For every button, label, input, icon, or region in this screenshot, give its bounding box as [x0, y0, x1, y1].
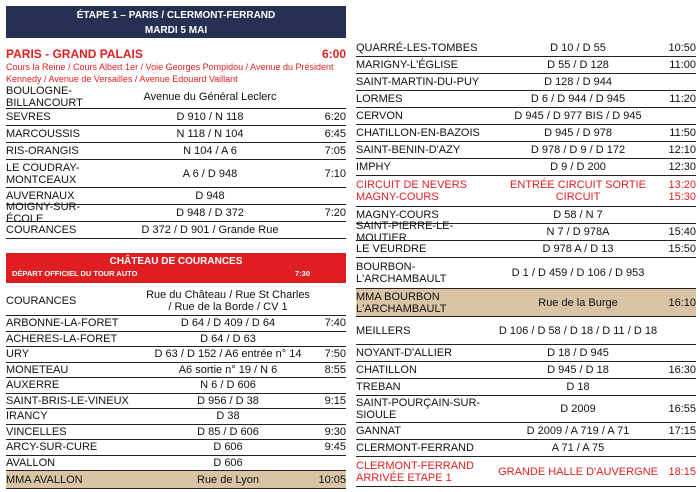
table-row: [6, 347, 346, 363]
road-name: D 58 / N 7: [553, 209, 603, 221]
time-value: 10:05: [318, 473, 346, 486]
table-row: [356, 457, 696, 487]
paris-route: Cours la Reine / Cours Albert 1er / Voie Georges Pompidou / Avenue du Président Kennedy / Avenue de Versailles / Avenue Edouard Vaillant: [6, 62, 334, 84]
table-row: [356, 108, 696, 125]
place-name: COURANCES: [6, 224, 77, 236]
paris-title: PARIS - GRAND PALAIS: [6, 47, 143, 61]
place-name: CLERMONT-FERRAND: [356, 442, 474, 454]
table-row: [356, 379, 696, 396]
road-name: A6 sortie n° 19 / N 6: [178, 363, 278, 376]
place-name: BOULOGNE-BILLANCOURT: [6, 85, 83, 109]
place-name: MMA AVALLON: [6, 473, 83, 486]
place-name: CERVON: [356, 110, 403, 122]
paris-time: 6:00: [321, 47, 346, 61]
time-value: 7:05: [324, 145, 346, 157]
place-name: AVALLON: [6, 456, 56, 469]
place-name: GANNAT: [356, 425, 402, 437]
road-name: A 71 / A 75: [551, 442, 605, 454]
time-value: 6:20: [324, 111, 346, 123]
place-name: RIS-ORANGIS: [6, 145, 79, 157]
courances-subtitle: DÉPART OFFICIEL DU TOUR AUTO: [12, 269, 138, 278]
table-row: [6, 378, 346, 394]
table-row: [6, 456, 346, 472]
road-name: Avenue du Général Leclerc: [143, 91, 277, 103]
road-name: N 7 / D 978A: [546, 226, 610, 238]
left-column: [0, 0, 350, 489]
table-row: [6, 316, 346, 332]
table-row: [356, 396, 696, 423]
table-row: [6, 394, 346, 410]
table-row: [6, 425, 346, 441]
table-row: [6, 109, 346, 126]
road-name: D 85 / D 606: [197, 425, 259, 438]
road-name: D 372 / D 901 / Grande Rue: [141, 224, 279, 236]
place-name: URY: [6, 348, 30, 361]
road-name: D 38: [216, 410, 240, 423]
table-row: [356, 423, 696, 440]
place-name: CLERMONT-FERRAND ARRIVÉE ETAPE 1: [356, 459, 474, 484]
place-name: MAGNY-COURS: [356, 209, 439, 221]
time-value: 6:45: [324, 128, 346, 140]
place-name: CHATILLON-EN-BAZOIS: [356, 127, 480, 139]
place-name: SEVRES: [6, 111, 51, 123]
road-name: D 2009: [560, 403, 596, 415]
place-name: VINCELLES: [6, 425, 67, 438]
table-row: [6, 363, 346, 379]
road-name: A 6 / D 948: [182, 167, 238, 180]
table-row: [6, 126, 346, 143]
place-name: ARCY-SUR-CURE: [6, 441, 98, 454]
road-name: D 956 / D 38: [197, 394, 259, 407]
road-name: D 945 / D 978: [544, 127, 612, 139]
place-name: IRANCY: [6, 410, 48, 423]
road-name: N 104 / A 6: [183, 145, 237, 157]
road-name: D 910 / N 118: [176, 111, 244, 123]
time-value: 7:40: [324, 317, 346, 330]
place-name: LORMES: [356, 93, 403, 105]
place-name: AUXERRE: [6, 379, 60, 392]
place-name: MARIGNY-L'ÉGLISE: [356, 59, 458, 71]
road-name: D 2009 / A 719 / A 71: [526, 425, 630, 437]
road-name: D 948: [195, 190, 225, 202]
table-row: [6, 222, 346, 239]
paris-start: [6, 48, 346, 85]
courances-banner: [6, 253, 346, 283]
time-value: 12:30: [668, 161, 696, 173]
place-name: LE VEURDRE: [356, 243, 427, 255]
place-name: NOYANT-D'ALLIER: [356, 347, 453, 359]
road-name: D 63 / D 152 / A6 entrée n° 14: [154, 348, 302, 361]
table-row: [356, 289, 696, 317]
road-name: D 18: [566, 381, 590, 393]
table-row: [6, 409, 346, 425]
road-name: D 606: [213, 456, 243, 469]
time-value: 7:20: [324, 207, 346, 219]
road-name: Rue du Château / Rue St Charles / Rue de la Borde / CV 1: [146, 289, 310, 313]
table-row: [356, 40, 696, 57]
road-name: N 118 / N 104: [176, 128, 244, 140]
table-row: [356, 125, 696, 142]
road-name: D 10 / D 55: [550, 42, 606, 54]
table-row: [6, 471, 346, 489]
time-value: 7:10: [324, 167, 346, 180]
time-value: 12:10: [668, 144, 696, 156]
road-name: N 6 / D 606: [200, 379, 256, 392]
road-name: D 106 / D 58 / D 18 / D 11 / D 18: [498, 324, 658, 337]
place-name: TREBAN: [356, 381, 401, 393]
place-name: SAINT-POURÇAIN-SUR-SIOULE: [356, 397, 481, 421]
place-name: SAINT-PIERRE-LE-MOUTIER: [356, 220, 454, 244]
time-value: 15:40: [668, 226, 696, 238]
table-row: [356, 176, 696, 207]
route-table-3: [356, 40, 696, 487]
place-name: ACHERES-LA-FORET: [6, 332, 118, 345]
road-name: Rue de Lyon: [197, 473, 259, 486]
place-name: MMA BOURBON L'ARCHAMBAULT: [356, 290, 447, 315]
road-name: D 606: [213, 441, 243, 454]
time-value: 7:50: [324, 348, 346, 361]
table-row: [6, 143, 346, 160]
time-value: 9:45: [324, 441, 346, 454]
right-column: [352, 0, 700, 487]
time-value: 11:20: [669, 93, 696, 105]
road-name: GRANDE HALLE D'AUVERGNE: [498, 465, 658, 478]
place-name: CIRCUIT DE NEVERS MAGNY-COURS: [356, 179, 468, 203]
road-name: D 978 A / D 13: [542, 243, 614, 255]
time-value: 18:15: [668, 465, 696, 478]
time-value: 15:50: [668, 243, 696, 255]
table-row: [356, 317, 696, 345]
road-name: D 945 / D 977 BIS / D 945: [514, 110, 642, 122]
table-row: [356, 91, 696, 108]
road-name: D 128 / D 944: [544, 76, 612, 88]
road-name: D 18 / D 945: [547, 347, 609, 359]
time-value: 13:20 15:30: [668, 179, 696, 203]
table-row: [356, 74, 696, 91]
time-value: 11:50: [669, 127, 696, 139]
route-table-2: [6, 287, 346, 489]
road-name: D 1 / D 459 / D 106 / D 953: [511, 267, 645, 279]
time-value: 10:50: [668, 42, 696, 54]
table-row: [6, 160, 346, 188]
road-name: D 9 / D 200: [550, 161, 606, 173]
time-value: 9:15: [324, 394, 346, 407]
time-value: 17:15: [668, 425, 696, 437]
road-name: Rue de la Burge: [538, 296, 618, 309]
time-value: 16:55: [668, 403, 696, 415]
place-name: LE COUDRAY-MONTCEAUX: [6, 161, 80, 186]
courances-title: CHÂTEAU DE COURANCES: [109, 256, 243, 267]
road-name: ENTRÉE CIRCUIT SORTIE CIRCUIT: [510, 179, 646, 203]
table-row: [356, 142, 696, 159]
road-name: D 948 / D 372: [176, 207, 244, 219]
place-name: MOIGNY-SUR-ÉCOLE: [6, 201, 81, 225]
place-name: COURANCES: [6, 295, 77, 307]
courances-time: 7:30: [294, 269, 310, 278]
road-name: D 945 / D 18: [547, 364, 609, 376]
table-row: [356, 57, 696, 74]
table-row: [6, 287, 346, 316]
time-value: 9:30: [324, 425, 346, 438]
table-row: [6, 86, 346, 109]
place-name: MONETEAU: [6, 363, 69, 376]
place-name: BOURBON-L'ARCHAMBAULT: [356, 261, 447, 285]
time-value: 11:00: [669, 59, 696, 71]
table-row: [356, 258, 696, 289]
route-table-1: [6, 86, 346, 239]
place-name: MEILLERS: [356, 324, 411, 337]
road-name: D 6 / D 944 / D 945: [530, 93, 626, 105]
table-row: [6, 332, 346, 348]
time-value: 16:10: [668, 296, 696, 309]
time-value: 16:30: [668, 364, 696, 376]
place-name: MARCOUSSIS: [6, 128, 80, 140]
table-row: [356, 220, 696, 244]
table-row: [356, 159, 696, 176]
time-value: 8:55: [324, 363, 346, 376]
stage-title: ÉTAPE 1 – PARIS / CLERMONT-FERRAND: [76, 10, 276, 21]
place-name: SAINT-BENIN-D'AZY: [356, 144, 461, 156]
table-row: [356, 241, 696, 258]
place-name: ARBONNE-LA-FORET: [6, 317, 119, 330]
table-row: [356, 440, 696, 457]
stage-header: [6, 6, 346, 38]
stage-date: MARDI 5 MAI: [144, 25, 208, 36]
place-name: QUARRÉ-LES-TOMBES: [356, 42, 478, 54]
road-name: D 55 / D 128: [547, 59, 609, 71]
table-row: [6, 440, 346, 456]
place-name: SAINT-MARTIN-DU-PUY: [356, 76, 480, 88]
table-row: [356, 362, 696, 379]
road-name: D 978 / D 9 / D 172: [530, 144, 626, 156]
place-name: IMPHY: [356, 161, 391, 173]
place-name: CHATILLON: [356, 364, 417, 376]
road-name: D 64 / D 409 / D 64: [180, 317, 276, 330]
place-name: AUVERNAUX: [6, 190, 75, 202]
place-name: SAINT-BRIS-LE-VINEUX: [6, 394, 129, 407]
road-name: D 64 / D 63: [200, 332, 256, 345]
table-row: [6, 201, 346, 225]
table-row: [356, 345, 696, 362]
